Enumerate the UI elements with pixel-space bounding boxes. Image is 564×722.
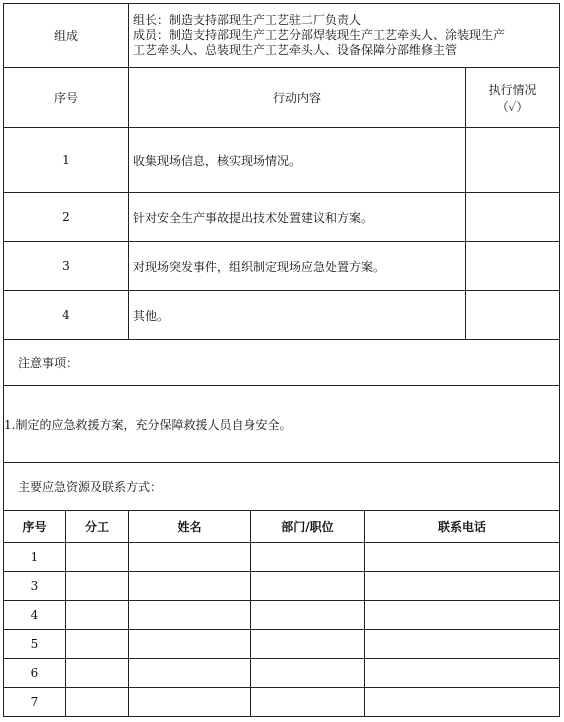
action-content: 其他。 bbox=[129, 291, 466, 340]
resource-row bbox=[4, 688, 560, 717]
resource-name-cell[interactable] bbox=[129, 659, 251, 688]
action-status-cell[interactable] bbox=[466, 242, 560, 291]
action-seq: 3 bbox=[4, 242, 129, 291]
action-content: 收集现场信息，核实现场情况。 bbox=[129, 128, 466, 193]
action-row bbox=[4, 291, 560, 340]
action-status-cell[interactable] bbox=[466, 291, 560, 340]
resource-name-cell[interactable] bbox=[129, 572, 251, 601]
action-row bbox=[4, 128, 560, 193]
resource-phone-cell[interactable] bbox=[365, 659, 560, 688]
resource-role-cell[interactable] bbox=[66, 572, 129, 601]
resource-row bbox=[4, 659, 560, 688]
resource-phone-cell[interactable] bbox=[365, 688, 560, 717]
resource-name-cell[interactable] bbox=[129, 688, 251, 717]
resource-role-cell[interactable] bbox=[66, 601, 129, 630]
composition-line: 成员：制造支持部现生产工艺分部焊装现生产工艺牵头人、涂装现生产 bbox=[133, 28, 506, 42]
resource-dept-cell[interactable] bbox=[251, 543, 365, 572]
resource-dept-cell[interactable] bbox=[251, 659, 365, 688]
resource-seq: 4 bbox=[4, 601, 66, 630]
action-row bbox=[4, 242, 560, 291]
action-status-cell[interactable] bbox=[466, 193, 560, 242]
resource-role-cell[interactable] bbox=[66, 543, 129, 572]
col-role: 分工 bbox=[66, 511, 129, 543]
col-name: 姓名 bbox=[129, 511, 251, 543]
col-dept: 部门/职位 bbox=[251, 511, 365, 543]
header-status-label: 执行情况 bbox=[488, 82, 537, 97]
notes-item: 1.制定的应急救援方案，充分保障救援人员自身安全。 bbox=[4, 386, 560, 463]
resource-seq: 7 bbox=[4, 688, 66, 717]
action-row bbox=[4, 193, 560, 242]
emergency-task-form bbox=[3, 3, 560, 717]
header-seq: 序号 bbox=[4, 68, 129, 128]
header-status bbox=[466, 68, 560, 128]
resources-title: 主要应急资源及联系方式： bbox=[4, 463, 560, 511]
resource-seq: 3 bbox=[4, 572, 66, 601]
action-content: 对现场突发事件，组织制定现场应急处置方案。 bbox=[129, 242, 466, 291]
resource-dept-cell[interactable] bbox=[251, 688, 365, 717]
resource-name-cell[interactable] bbox=[129, 630, 251, 659]
resource-seq: 1 bbox=[4, 543, 66, 572]
header-content: 行动内容 bbox=[129, 68, 466, 128]
resources-header-row bbox=[4, 511, 560, 543]
action-seq: 2 bbox=[4, 193, 129, 242]
notes-title: 注意事项： bbox=[4, 340, 560, 386]
action-status-cell[interactable] bbox=[466, 128, 560, 193]
action-header-row bbox=[4, 68, 560, 128]
resource-role-cell[interactable] bbox=[66, 659, 129, 688]
action-content: 针对安全生产事故提出技术处置建议和方案。 bbox=[129, 193, 466, 242]
resource-name-cell[interactable] bbox=[129, 543, 251, 572]
resource-row bbox=[4, 572, 560, 601]
notes-content-row bbox=[4, 386, 560, 463]
resource-dept-cell[interactable] bbox=[251, 601, 365, 630]
composition-label: 组成 bbox=[4, 4, 129, 68]
resource-phone-cell[interactable] bbox=[365, 630, 560, 659]
resource-row bbox=[4, 601, 560, 630]
resource-name-cell[interactable] bbox=[129, 601, 251, 630]
resource-seq: 6 bbox=[4, 659, 66, 688]
col-phone: 联系电话 bbox=[365, 511, 560, 543]
resource-dept-cell[interactable] bbox=[251, 630, 365, 659]
resource-seq: 5 bbox=[4, 630, 66, 659]
resource-row bbox=[4, 630, 560, 659]
composition-line: 组长：制造支持部现生产工艺驻二厂负责人 bbox=[133, 13, 362, 27]
resource-role-cell[interactable] bbox=[66, 630, 129, 659]
resource-dept-cell[interactable] bbox=[251, 572, 365, 601]
action-seq: 1 bbox=[4, 128, 129, 193]
action-seq: 4 bbox=[4, 291, 129, 340]
resources-title-row bbox=[4, 463, 560, 511]
composition-row bbox=[4, 4, 560, 68]
composition-line: 工艺牵头人、总装现生产工艺牵头人、设备保障分部维修主管 bbox=[133, 43, 458, 57]
resource-row bbox=[4, 543, 560, 572]
resource-phone-cell[interactable] bbox=[365, 572, 560, 601]
col-seq: 序号 bbox=[4, 511, 66, 543]
notes-title-row bbox=[4, 340, 560, 386]
composition-members bbox=[129, 4, 560, 68]
resource-phone-cell[interactable] bbox=[365, 601, 560, 630]
check-mark-label: （✓） bbox=[496, 99, 529, 114]
resource-phone-cell[interactable] bbox=[365, 543, 560, 572]
resource-role-cell[interactable] bbox=[66, 688, 129, 717]
